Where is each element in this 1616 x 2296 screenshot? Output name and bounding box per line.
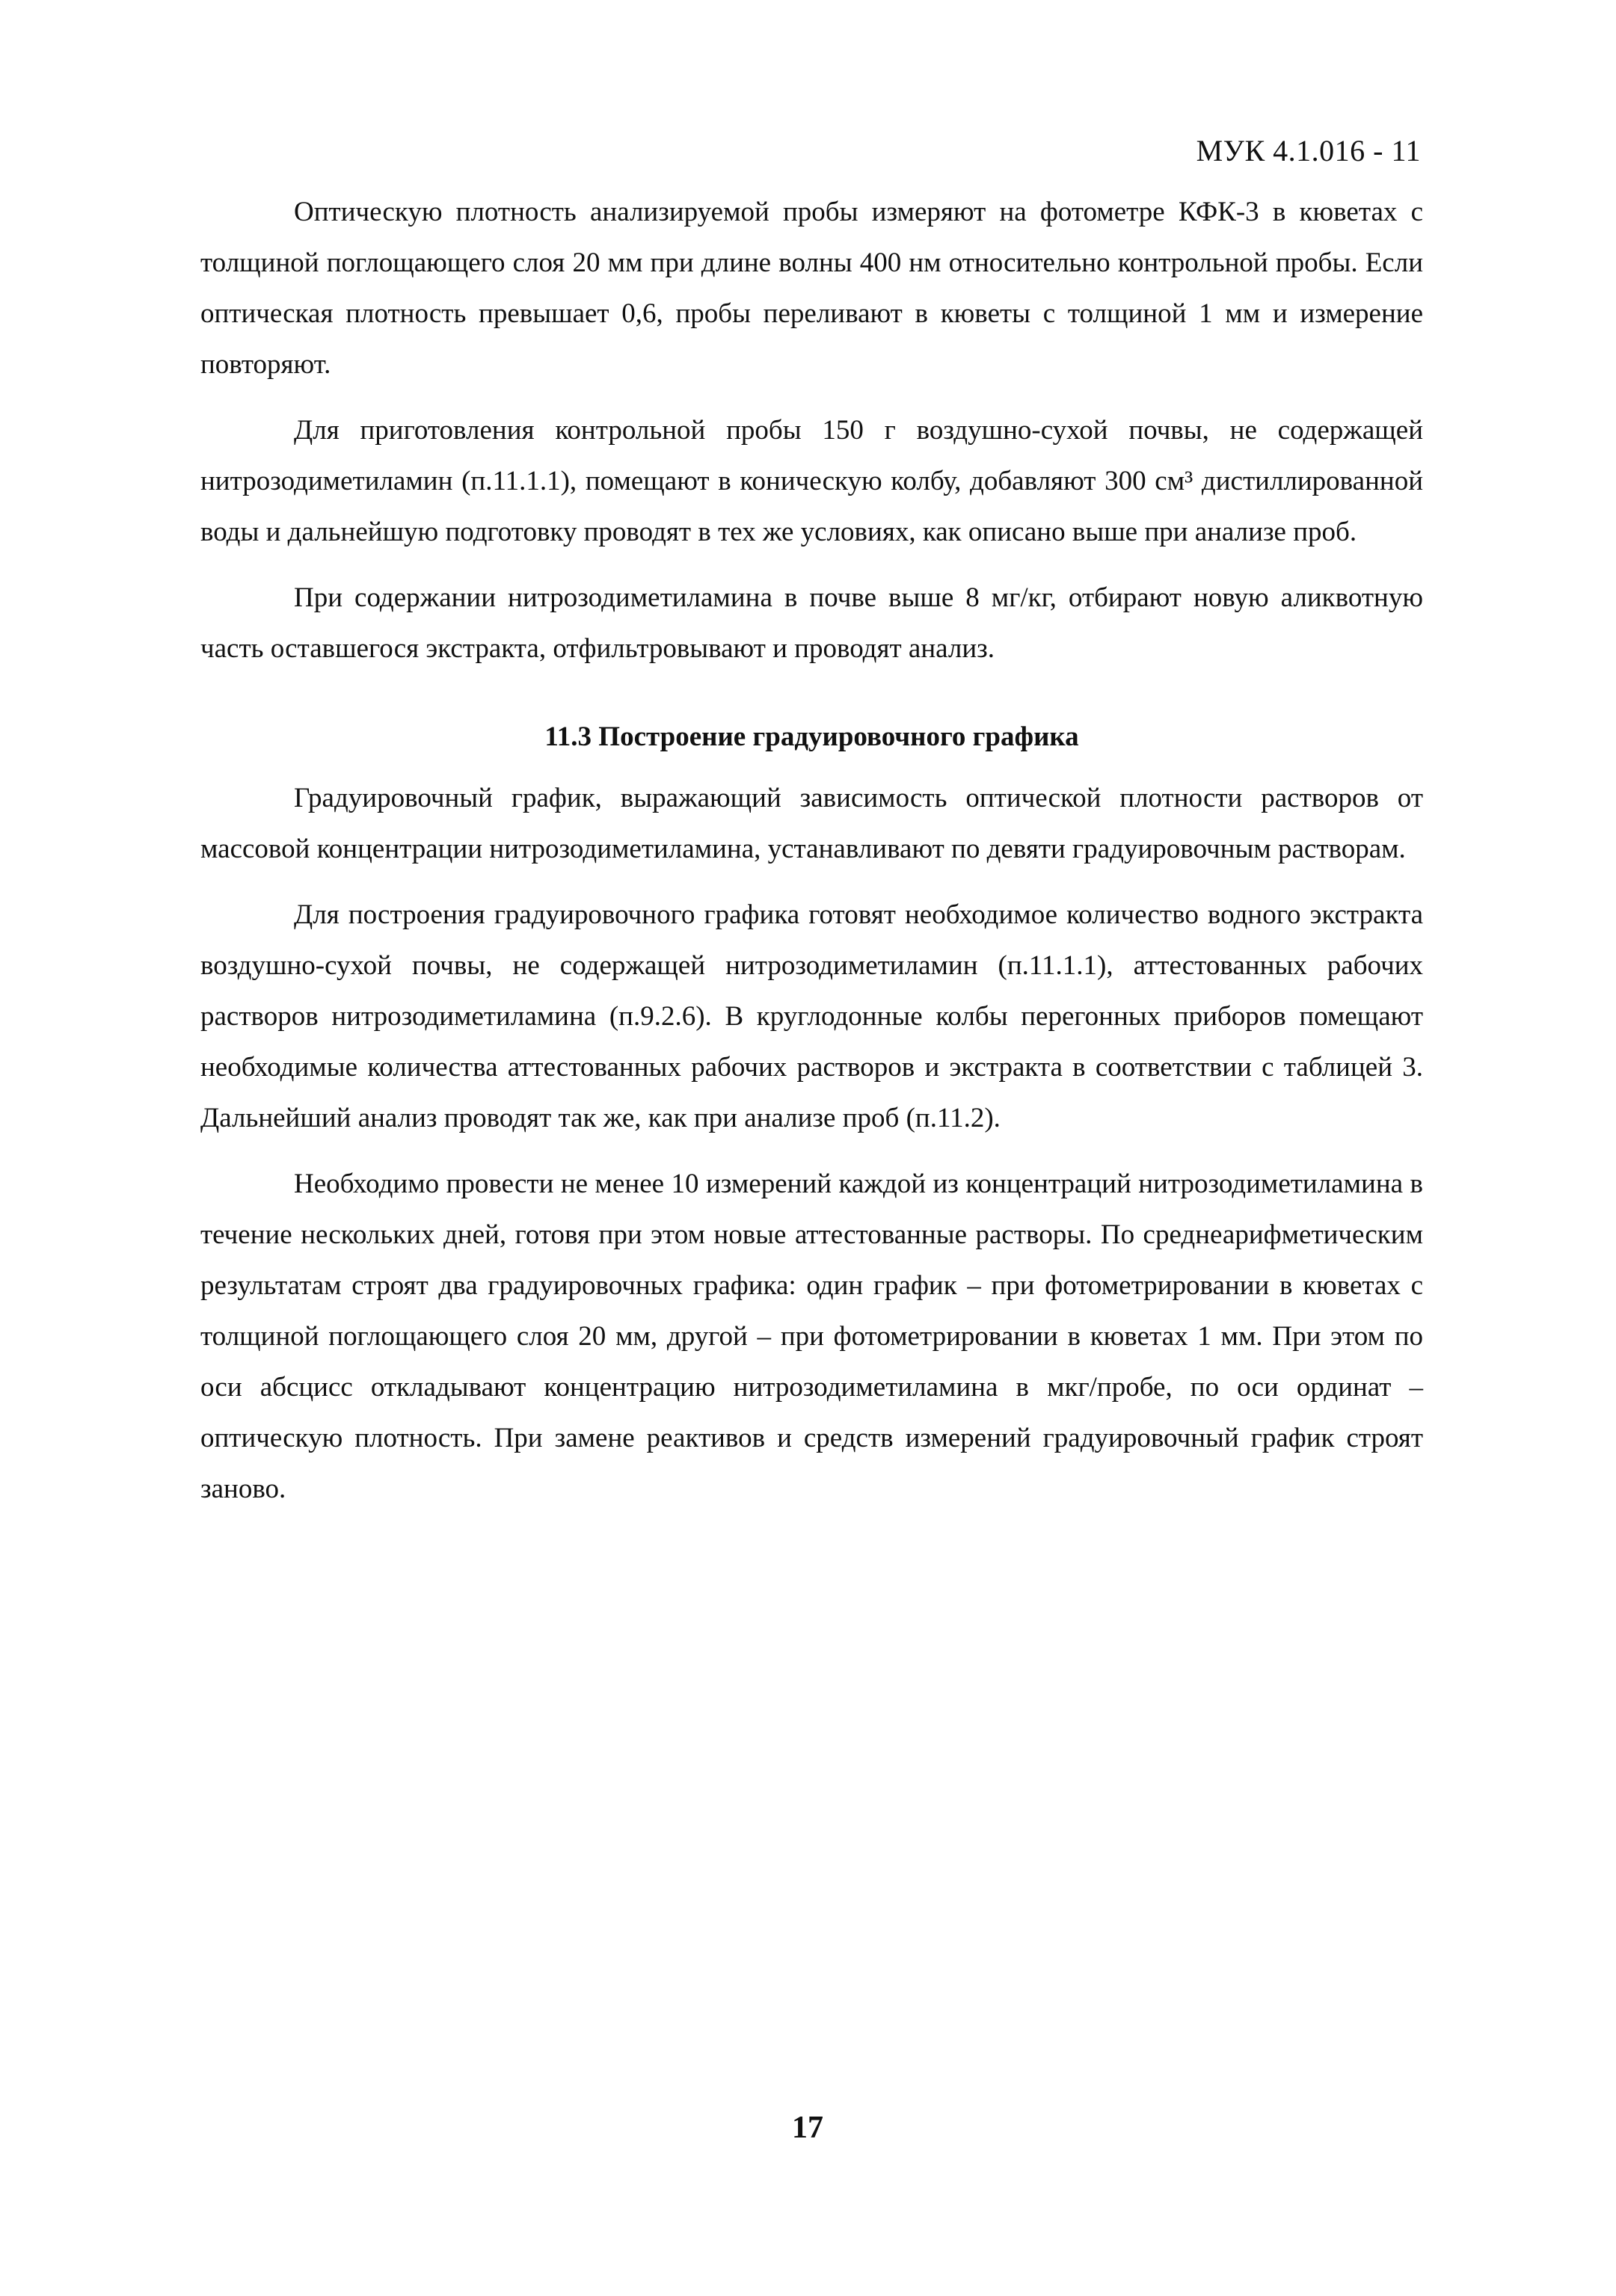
paragraph-high-concentration: При содержании нитрозодиметиламина в почве выше 8 мг/кг, отбирают новую аликвотную часть оставшегося экстракта, отфильтровывают и проводят анализ. <box>200 582 1423 664</box>
page-number: 17 <box>792 2111 823 2145</box>
paragraph-calibration-preparation: Для построения градуировочного графика готовят необходимое количество водного экстракта воздушно-сухой почвы, не содержащей нитрозодиметиламин (п.11.1.1), аттестованных рабочих растворов нитрозодиметиламина (п.9.2.6). В круглодонные колбы перегонных приборов помещают необходимые количества аттестованных рабочих растворов и экстракта в соответствии с таблицей 3. Дальнейший анализ проводят так же, как при анализе проб (п.11.2). <box>200 899 1423 1133</box>
section-title: 11.3 Построение градуировочного графика <box>544 721 1079 752</box>
paragraph-calibration-measurements: Необходимо провести не менее 10 измерений каждой из концентраций нитрозодиметиламина в течение нескольких дней, готовя при этом новые аттестованные растворы. По среднеарифметическим результатам строят два градуировочных графика: один график – при фотометрировании в кюветах с толщиной поглощающего слоя 20 мм, другой – при фотометрировании в кюветах 1 мм. При этом по оси абсцисс откладывают концентрацию нитрозодиметиламина в мкг/пробе, по оси ординат – оптическую плотность. При замене реактивов и средств измерений градуировочный график строят заново. <box>200 1169 1423 1504</box>
paragraph-control-sample: Для приготовления контрольной пробы 150 г воздушно-сухой почвы, не содержащей нитрозодиметиламин (п.11.1.1), помещают в коническую колбу, добавляют 300 см³ дистиллированной воды и дальнейшую подготовку проводят в тех же условиях, как описано выше при анализе проб. <box>200 415 1423 547</box>
document-code: МУК 4.1.016 - 11 <box>1196 134 1421 167</box>
document-body <box>200 187 1423 1515</box>
paragraph-optical-density: Оптическую плотность анализируемой пробы измеряют на фотометре КФК-3 в кюветах с толщиной поглощающего слоя 20 мм при длине волны 400 нм относительно контрольной пробы. Если оптическая плотность превышает 0,6, пробы переливают в кюветы с толщиной 1 мм и измерение повторяют. <box>200 197 1423 380</box>
paragraph-calibration-graph: Градуировочный график, выражающий зависимость оптической плотности растворов от массовой концентрации нитрозодиметиламина, устанавливают по девяти градуировочным растворам. <box>200 783 1423 864</box>
